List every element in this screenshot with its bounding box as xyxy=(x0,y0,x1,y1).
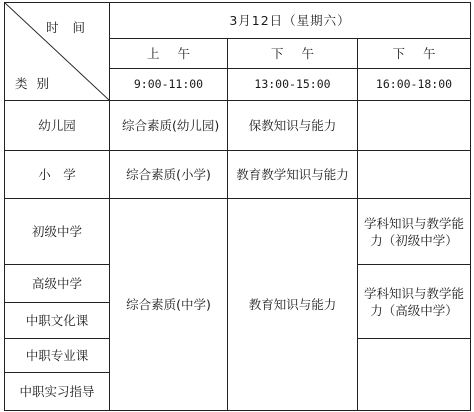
period-afternoon-2: 下午 xyxy=(358,39,471,69)
period-afternoon-1: 下午 xyxy=(228,39,358,69)
category-primary: 小 学 xyxy=(5,151,110,199)
subject-secondary-afternoon1-merged: 教育知识与能力 xyxy=(228,199,358,411)
subject-kindergarten-morning: 综合素质(幼儿园) xyxy=(110,101,228,151)
subject-primary-afternoon1: 教育教学知识与能力 xyxy=(228,151,358,199)
time-morning: 9:00-11:00 xyxy=(110,69,228,101)
subject-senior-afternoon2: 学科知识与教学能力（高级中学） xyxy=(358,265,471,339)
category-vocational-specialty: 中职专业课 xyxy=(5,339,110,373)
subject-primary-afternoon2 xyxy=(358,151,471,199)
category-junior-middle: 初级中学 xyxy=(5,199,110,265)
time-header-label: 时间 xyxy=(45,20,99,35)
time-afternoon-1: 13:00-15:00 xyxy=(228,69,358,101)
category-header-label: 类别 xyxy=(15,76,59,91)
exam-date: 3月12日（星期六） xyxy=(110,3,471,39)
category-vocational-culture: 中职文化课 xyxy=(5,303,110,339)
time-afternoon-2: 16:00-18:00 xyxy=(358,69,471,101)
exam-schedule-table xyxy=(4,2,471,411)
subject-kindergarten-afternoon2 xyxy=(358,101,471,151)
category-kindergarten: 幼儿园 xyxy=(5,101,110,151)
subject-primary-morning: 综合素质(小学) xyxy=(110,151,228,199)
subject-secondary-morning-merged: 综合素质(中学) xyxy=(110,199,228,411)
subject-vocational-afternoon2 xyxy=(358,339,471,411)
header-corner-cell xyxy=(5,3,110,101)
category-vocational-practice: 中职实习指导 xyxy=(5,373,110,411)
subject-kindergarten-afternoon1: 保教知识与能力 xyxy=(228,101,358,151)
period-morning: 上午 xyxy=(110,39,228,69)
subject-junior-afternoon2: 学科知识与教学能力（初级中学） xyxy=(358,199,471,265)
category-senior-high: 高级中学 xyxy=(5,265,110,303)
